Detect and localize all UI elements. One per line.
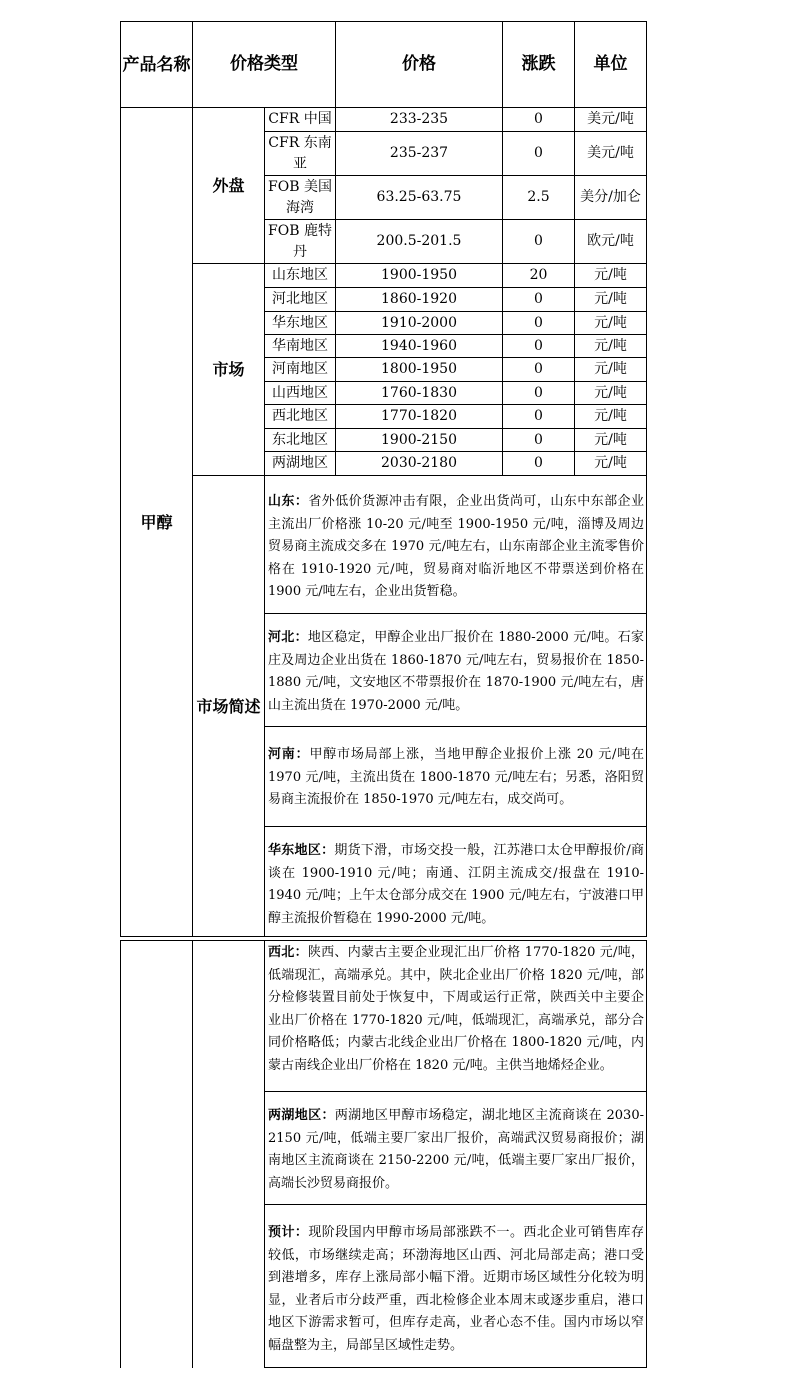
external-row-name: CFR 中国	[268, 111, 332, 127]
market-row-unit: 元/吨	[594, 314, 627, 331]
market-row-name: 华东地区	[272, 314, 328, 331]
market-row-change: 0	[534, 361, 543, 377]
summary-paragraph	[265, 1105, 646, 1195]
market-row-unit: 元/吨	[594, 361, 627, 377]
group-summary: 市场简述	[196, 696, 261, 716]
external-row-price: 63.25-63.75	[376, 189, 462, 205]
product-name: 甲醇	[140, 512, 173, 532]
market-row-name: 山西地区	[272, 384, 328, 401]
market-row-name: 河南地区	[272, 361, 328, 377]
header-price: 价格	[402, 54, 436, 74]
summary-paragraph	[265, 491, 646, 604]
summary-label: 河南：	[268, 747, 310, 762]
market-row-price: 1770-1820	[381, 408, 457, 424]
market-row-change: 0	[534, 291, 543, 307]
summary-paragraph	[265, 627, 646, 717]
market-row-price: 1860-1920	[381, 291, 457, 307]
summary-text: 现阶段国内甲醇市场局部涨跌不一。西北企业可销售库存较低，市场继续走高；环渤海地区山西、河北局部走高；港口受到港增多，库存上涨局部小幅下滑。近期市场区域性分化较为明显，业者后市分歧严重，西北检修企业本周末或逐步重启，港口地区下游需求暂可，但库存走高，业者心态不佳。国内市场以窄幅盘整为主，局部呈区域性走势。	[268, 1225, 644, 1353]
summary-text: 陕西、内蒙古主要企业现汇出厂价格 1770-1820 元/吨，低端现汇，高端承兑。其中，陕北企业出厂价格 1820 元/吨，部分检修装置目前处于恢复中，下周或运行正常，陕西关中主要企业出厂价格在 1770-1820 元/吨，低端现汇，高端承兑，部分合同价格略低；内蒙古北线企业出厂价格在 1800-1820 元/吨，内蒙古南线企业出厂价格在 1820 元/吨。主供当地烯烃企业。	[268, 945, 644, 1073]
external-row-name: CFR 东南亚	[268, 134, 332, 172]
summary-label: 华东地区：	[268, 843, 335, 858]
market-row-name: 西北地区	[272, 408, 328, 424]
summary-label: 河北：	[268, 630, 308, 645]
market-row-price: 1940-1960	[381, 337, 457, 354]
market-row-unit: 元/吨	[594, 337, 627, 354]
market-row-change: 0	[534, 314, 543, 331]
external-row-change: 0	[534, 233, 543, 249]
summary-paragraph	[265, 744, 646, 812]
market-row-change: 0	[534, 337, 543, 354]
summary-label: 预计：	[268, 1225, 309, 1240]
market-row-change: 0	[534, 431, 543, 448]
market-row-name: 山东地区	[272, 267, 328, 283]
header-change: 涨跌	[521, 54, 556, 74]
summary-text: 省外低价货源冲击有限，企业出货尚可，山东中东部企业主流出厂价格涨 10-20 元/吨至 1900-1950 元/吨，淄博及周边贸易商主流成交多在 1970 元/吨左右，山东南部企业主流零售价格在 1910-1920 元/吨，贸易商对临沂地区不带票送到价格在 1900 元/吨左右，企业出货暂稳。	[268, 494, 644, 599]
external-row-unit: 美分/加仑	[580, 189, 641, 205]
market-row-unit: 元/吨	[594, 291, 627, 307]
market-row-change: 0	[534, 408, 543, 424]
market-row-price: 1800-1950	[381, 361, 457, 377]
market-row-price: 1910-2000	[381, 314, 457, 331]
market-row-price: 1900-1950	[381, 267, 457, 283]
external-row-price: 235-237	[389, 145, 449, 161]
summary-label: 山东：	[268, 494, 309, 509]
market-row-price: 2030-2180	[381, 455, 457, 471]
summary-text: 期货下滑，市场交投一般，江苏港口太仓甲醇报价/商谈在 1900-1910 元/吨；南通、江阴主流成交/报盘在 1910-1940 元/吨；上午太仓部分成交在 1900 元/吨左右，宁波港口甲醇主流报价暂稳在 1990-2000 元/吨。	[268, 843, 644, 926]
market-row-change: 0	[534, 455, 543, 471]
external-row-name: FOB 鹿特丹	[268, 222, 332, 260]
external-row-unit: 美元/吨	[587, 111, 634, 127]
summary-paragraph	[265, 840, 646, 930]
market-row-name: 东北地区	[272, 431, 328, 448]
external-row-change: 2.5	[527, 189, 550, 205]
summary-paragraph	[265, 942, 646, 1077]
market-row-unit: 元/吨	[594, 431, 627, 448]
external-row-change: 0	[534, 111, 543, 127]
summary-text: 甲醇市场局部上涨，当地甲醇企业报价上涨 20 元/吨在 1970 元/吨，主流出货在 1800-1870 元/吨左右；另悉，洛阳贸易商主流报价在 1850-1970 元/吨左右，成交尚可。	[268, 747, 644, 807]
market-row-unit: 元/吨	[594, 384, 627, 401]
external-row-unit: 欧元/吨	[587, 233, 634, 249]
market-row-unit: 元/吨	[594, 408, 627, 424]
market-row-name: 华南地区	[272, 337, 328, 354]
summary-label: 西北：	[268, 945, 308, 960]
market-row-name: 两湖地区	[272, 455, 328, 471]
market-row-change: 0	[534, 384, 543, 401]
summary-text: 地区稳定，甲醇企业出厂报价在 1880-2000 元/吨。石家庄及周边企业出货在 1860-1870 元/吨左右，贸易报价在 1850-1880 元/吨，文安地区不带票报价在 1870-1900 元/吨左右，唐山主流出货在 1970-2000 元/吨。	[268, 630, 644, 713]
market-row-change: 20	[529, 267, 548, 283]
header-unit: 单位	[593, 54, 628, 74]
summary-text: 两湖地区甲醇市场稳定，湖北地区主流商谈在 2030-2150 元/吨，低端主要厂家出厂报价，高端武汉贸易商报价；湖南地区主流商谈在 2150-2200 元/吨，低端主要厂家出厂报价，高端长沙贸易商报价。	[268, 1108, 644, 1191]
market-row-name: 河北地区	[272, 291, 328, 307]
external-row-change: 0	[534, 145, 543, 161]
external-row-unit: 美元/吨	[587, 145, 634, 161]
external-row-price: 200.5-201.5	[376, 233, 462, 249]
external-row-name: FOB 美国海湾	[268, 178, 332, 216]
market-row-unit: 元/吨	[594, 267, 627, 283]
market-row-price: 1760-1830	[381, 384, 457, 401]
summary-paragraph	[265, 1222, 646, 1357]
market-row-unit: 元/吨	[594, 455, 627, 471]
header-product-name: 产品名称	[122, 54, 191, 75]
summary-label: 两湖地区：	[268, 1108, 335, 1123]
group-external: 外盘	[212, 176, 245, 195]
group-market: 市场	[212, 360, 245, 379]
external-row-price: 233-235	[389, 111, 449, 127]
market-row-price: 1900-2150	[381, 431, 457, 448]
header-price-type: 价格类型	[230, 54, 298, 74]
